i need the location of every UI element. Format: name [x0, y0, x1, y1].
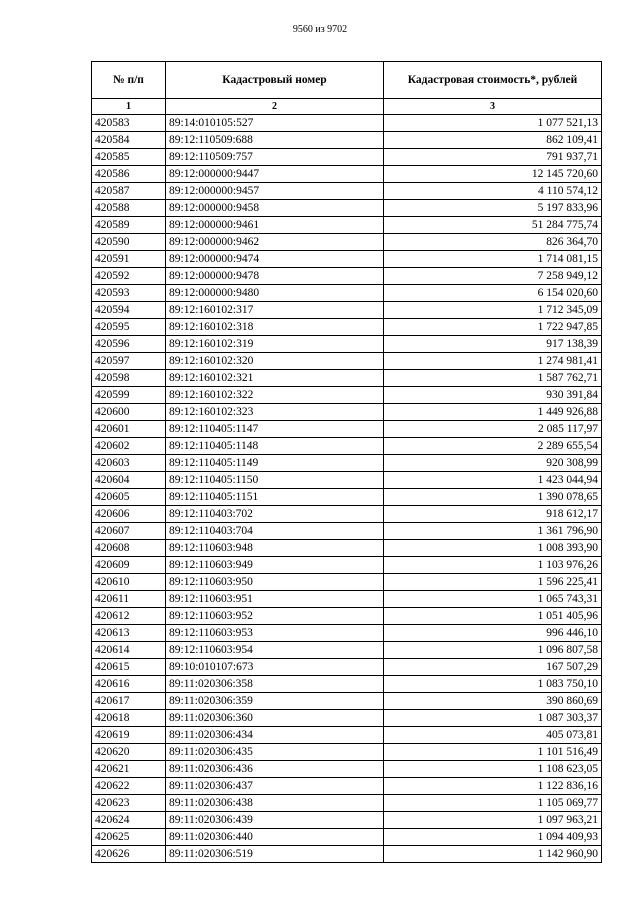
row-number-cell: 420590 — [92, 234, 166, 251]
cadastral-value-cell: 917 138,39 — [384, 336, 602, 353]
cadastral-value-cell: 6 154 020,60 — [384, 285, 602, 302]
row-number-cell: 420588 — [92, 200, 166, 217]
cadastral-value-cell: 1 142 960,90 — [384, 846, 602, 863]
cadastral-value-cell: 791 937,71 — [384, 149, 602, 166]
cadastral-number-cell: 89:11:020306:439 — [166, 812, 384, 829]
cadastral-number-cell: 89:11:020306:438 — [166, 795, 384, 812]
row-number-cell: 420583 — [92, 115, 166, 132]
row-number-cell: 420594 — [92, 302, 166, 319]
table-row — [92, 302, 602, 319]
row-number-cell: 420597 — [92, 353, 166, 370]
table-row — [92, 438, 602, 455]
cadastral-value-cell: 1 712 345,09 — [384, 302, 602, 319]
row-number-cell: 420592 — [92, 268, 166, 285]
cadastral-number-cell: 89:12:160102:319 — [166, 336, 384, 353]
cadastral-number-cell: 89:11:020306:519 — [166, 846, 384, 863]
cadastral-value-cell: 390 860,69 — [384, 693, 602, 710]
cadastral-value-cell: 2 085 117,97 — [384, 421, 602, 438]
cadastral-number-cell: 89:12:160102:321 — [166, 370, 384, 387]
cadastral-value-cell: 1 714 081,15 — [384, 251, 602, 268]
table-row — [92, 812, 602, 829]
cadastral-value-cell: 1 449 926,88 — [384, 404, 602, 421]
cadastral-value-cell: 2 289 655,54 — [384, 438, 602, 455]
table-row — [92, 523, 602, 540]
row-number-cell: 420603 — [92, 455, 166, 472]
cadastral-number-cell: 89:12:110403:702 — [166, 506, 384, 523]
cadastral-number-cell: 89:12:160102:317 — [166, 302, 384, 319]
cadastral-value-cell: 1 103 976,26 — [384, 557, 602, 574]
table-row — [92, 285, 602, 302]
cadastral-number-cell: 89:12:110603:951 — [166, 591, 384, 608]
table-row — [92, 421, 602, 438]
cadastral-value-cell: 167 507,29 — [384, 659, 602, 676]
cadastral-value-cell: 1 087 303,37 — [384, 710, 602, 727]
cadastral-number-cell: 89:14:010105:527 — [166, 115, 384, 132]
table-row — [92, 557, 602, 574]
cadastral-value-cell: 1 423 044,94 — [384, 472, 602, 489]
cadastral-value-cell: 1 122 836,16 — [384, 778, 602, 795]
cadastral-number-cell: 89:12:110603:948 — [166, 540, 384, 557]
row-number-cell: 420595 — [92, 319, 166, 336]
table-row — [92, 744, 602, 761]
cadastral-value-cell: 12 145 720,60 — [384, 166, 602, 183]
table-row — [92, 710, 602, 727]
table-row — [92, 540, 602, 557]
cadastral-number-cell: 89:12:000000:9458 — [166, 200, 384, 217]
row-number-cell: 420602 — [92, 438, 166, 455]
cadastral-number-cell: 89:12:000000:9478 — [166, 268, 384, 285]
table-row — [92, 846, 602, 863]
table-row — [92, 795, 602, 812]
table-row — [92, 455, 602, 472]
row-number-cell: 420607 — [92, 523, 166, 540]
cadastral-number-cell: 89:11:020306:435 — [166, 744, 384, 761]
row-number-cell: 420608 — [92, 540, 166, 557]
table-row — [92, 472, 602, 489]
column-number-1: 1 — [92, 99, 166, 115]
header-cadastral-number: Кадастровый номер — [166, 62, 384, 99]
cadastral-number-cell: 89:12:110405:1148 — [166, 438, 384, 455]
table-row — [92, 829, 602, 846]
cadastral-value-cell: 1 051 405,96 — [384, 608, 602, 625]
row-number-cell: 420612 — [92, 608, 166, 625]
cadastral-value-cell: 1 596 225,41 — [384, 574, 602, 591]
table-row — [92, 591, 602, 608]
cadastral-number-cell: 89:11:020306:360 — [166, 710, 384, 727]
cadastral-number-cell: 89:12:000000:9462 — [166, 234, 384, 251]
cadastral-number-cell: 89:12:000000:9447 — [166, 166, 384, 183]
cadastral-number-cell: 89:12:110603:953 — [166, 625, 384, 642]
cadastral-number-cell: 89:11:020306:436 — [166, 761, 384, 778]
cadastral-number-cell: 89:12:160102:318 — [166, 319, 384, 336]
cadastral-number-cell: 89:12:110405:1151 — [166, 489, 384, 506]
row-number-cell: 420618 — [92, 710, 166, 727]
row-number-cell: 420619 — [92, 727, 166, 744]
table-row — [92, 370, 602, 387]
cadastral-value-cell: 1 390 078,65 — [384, 489, 602, 506]
cadastral-value-cell: 5 197 833,96 — [384, 200, 602, 217]
table-row — [92, 761, 602, 778]
table-row — [92, 353, 602, 370]
row-number-cell: 420601 — [92, 421, 166, 438]
row-number-cell: 420624 — [92, 812, 166, 829]
row-number-cell: 420606 — [92, 506, 166, 523]
cadastral-number-cell: 89:12:000000:9461 — [166, 217, 384, 234]
cadastral-value-cell: 1 097 963,21 — [384, 812, 602, 829]
column-number-row — [92, 99, 602, 115]
cadastral-value-cell: 1 722 947,85 — [384, 319, 602, 336]
cadastral-number-cell: 89:12:160102:322 — [166, 387, 384, 404]
row-number-cell: 420604 — [92, 472, 166, 489]
cadastral-number-cell: 89:12:000000:9457 — [166, 183, 384, 200]
table-header-row — [92, 62, 602, 99]
row-number-cell: 420593 — [92, 285, 166, 302]
row-number-cell: 420621 — [92, 761, 166, 778]
cadastral-value-cell: 1 587 762,71 — [384, 370, 602, 387]
row-number-cell: 420596 — [92, 336, 166, 353]
cadastral-number-cell: 89:12:160102:323 — [166, 404, 384, 421]
cadastral-value-cell: 826 364,70 — [384, 234, 602, 251]
cadastral-number-cell: 89:10:010107:673 — [166, 659, 384, 676]
row-number-cell: 420586 — [92, 166, 166, 183]
row-number-cell: 420591 — [92, 251, 166, 268]
table-row — [92, 336, 602, 353]
column-number-3: 3 — [384, 99, 602, 115]
row-number-cell: 420626 — [92, 846, 166, 863]
table-row — [92, 217, 602, 234]
table-row — [92, 251, 602, 268]
row-number-cell: 420614 — [92, 642, 166, 659]
cadastral-value-cell: 996 446,10 — [384, 625, 602, 642]
cadastral-value-cell: 1 101 516,49 — [384, 744, 602, 761]
table-row — [92, 625, 602, 642]
row-number-cell: 420617 — [92, 693, 166, 710]
cadastral-value-cell: 51 284 775,74 — [384, 217, 602, 234]
table-row — [92, 404, 602, 421]
cadastral-number-cell: 89:12:110509:688 — [166, 132, 384, 149]
cadastral-value-cell: 930 391,84 — [384, 387, 602, 404]
row-number-cell: 420622 — [92, 778, 166, 795]
table-row — [92, 574, 602, 591]
cadastral-number-cell: 89:12:110603:949 — [166, 557, 384, 574]
cadastral-number-cell: 89:12:110403:704 — [166, 523, 384, 540]
table-row — [92, 506, 602, 523]
cadastral-number-cell: 89:11:020306:359 — [166, 693, 384, 710]
cadastral-value-cell: 1 361 796,90 — [384, 523, 602, 540]
table-row — [92, 676, 602, 693]
cadastral-value-cell: 918 612,17 — [384, 506, 602, 523]
cadastral-value-table — [91, 61, 602, 863]
cadastral-number-cell: 89:12:110603:950 — [166, 574, 384, 591]
cadastral-number-cell: 89:12:000000:9480 — [166, 285, 384, 302]
row-number-cell: 420613 — [92, 625, 166, 642]
cadastral-value-cell: 1 094 409,93 — [384, 829, 602, 846]
table-row — [92, 659, 602, 676]
row-number-cell: 420599 — [92, 387, 166, 404]
cadastral-number-cell: 89:12:160102:320 — [166, 353, 384, 370]
cadastral-value-cell: 1 108 623,05 — [384, 761, 602, 778]
table-row — [92, 183, 602, 200]
table-row — [92, 234, 602, 251]
cadastral-value-cell: 1 077 521,13 — [384, 115, 602, 132]
row-number-cell: 420625 — [92, 829, 166, 846]
row-number-cell: 420598 — [92, 370, 166, 387]
header-num: № п/п — [92, 62, 166, 99]
cadastral-value-cell: 1 105 069,77 — [384, 795, 602, 812]
cadastral-number-cell: 89:11:020306:358 — [166, 676, 384, 693]
column-number-2: 2 — [166, 99, 384, 115]
table-row — [92, 200, 602, 217]
table-row — [92, 489, 602, 506]
row-number-cell: 420615 — [92, 659, 166, 676]
cadastral-number-cell: 89:12:110405:1147 — [166, 421, 384, 438]
table-row — [92, 149, 602, 166]
row-number-cell: 420600 — [92, 404, 166, 421]
cadastral-value-cell: 1 008 393,90 — [384, 540, 602, 557]
cadastral-number-cell: 89:12:110603:954 — [166, 642, 384, 659]
cadastral-number-cell: 89:12:110405:1150 — [166, 472, 384, 489]
cadastral-number-cell: 89:11:020306:437 — [166, 778, 384, 795]
cadastral-value-cell: 1 274 981,41 — [384, 353, 602, 370]
cadastral-value-cell: 1 096 807,58 — [384, 642, 602, 659]
table-row — [92, 268, 602, 285]
cadastral-value-cell: 1 083 750,10 — [384, 676, 602, 693]
table-row — [92, 693, 602, 710]
row-number-cell: 420605 — [92, 489, 166, 506]
cadastral-number-cell: 89:12:110603:952 — [166, 608, 384, 625]
cadastral-value-cell: 4 110 574,12 — [384, 183, 602, 200]
table-row — [92, 319, 602, 336]
cadastral-value-cell: 920 308,99 — [384, 455, 602, 472]
table-row — [92, 778, 602, 795]
row-number-cell: 420623 — [92, 795, 166, 812]
table-row — [92, 387, 602, 404]
row-number-cell: 420616 — [92, 676, 166, 693]
cadastral-number-cell: 89:12:110509:757 — [166, 149, 384, 166]
row-number-cell: 420611 — [92, 591, 166, 608]
row-number-cell: 420584 — [92, 132, 166, 149]
cadastral-number-cell: 89:12:110405:1149 — [166, 455, 384, 472]
cadastral-value-cell: 862 109,41 — [384, 132, 602, 149]
table-row — [92, 608, 602, 625]
cadastral-value-cell: 7 258 949,12 — [384, 268, 602, 285]
row-number-cell: 420587 — [92, 183, 166, 200]
cadastral-value-cell: 1 065 743,31 — [384, 591, 602, 608]
cadastral-number-cell: 89:11:020306:434 — [166, 727, 384, 744]
table-row — [92, 642, 602, 659]
row-number-cell: 420610 — [92, 574, 166, 591]
row-number-cell: 420609 — [92, 557, 166, 574]
row-number-cell: 420585 — [92, 149, 166, 166]
cadastral-number-cell: 89:12:000000:9474 — [166, 251, 384, 268]
table-row — [92, 727, 602, 744]
table-row — [92, 132, 602, 149]
table-body — [92, 99, 602, 863]
row-number-cell: 420589 — [92, 217, 166, 234]
header-cadastral-value: Кадастровая стоимость*, рублей — [384, 62, 602, 99]
table-row — [92, 115, 602, 132]
cadastral-value-cell: 405 073,81 — [384, 727, 602, 744]
table-row — [92, 166, 602, 183]
row-number-cell: 420620 — [92, 744, 166, 761]
cadastral-number-cell: 89:11:020306:440 — [166, 829, 384, 846]
page-number-header: 9560 из 9702 — [292, 24, 348, 35]
